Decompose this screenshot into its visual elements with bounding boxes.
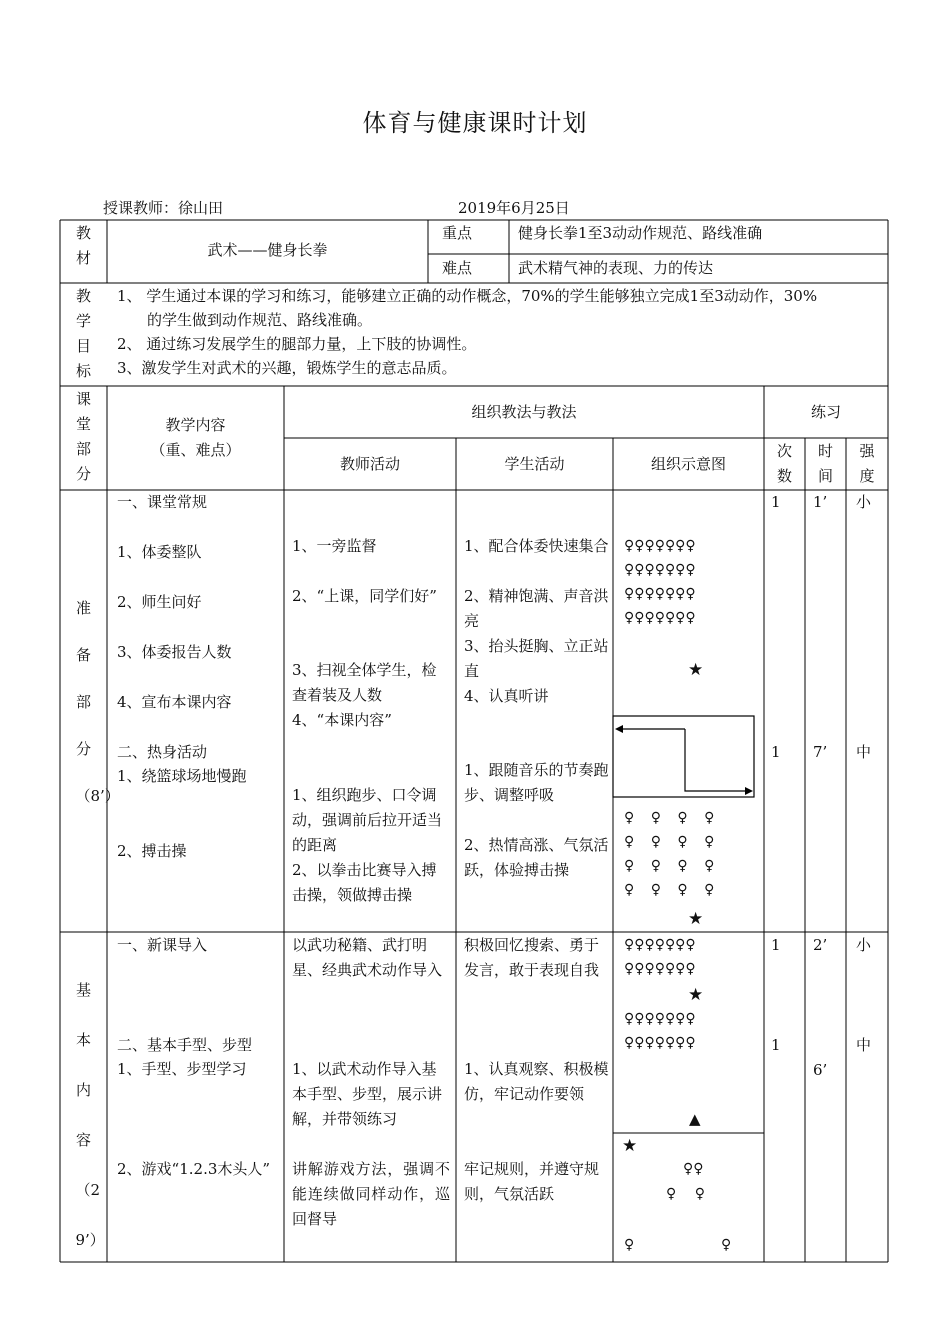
prep-content-7: 1、绕篮球场地慢跑: [117, 767, 247, 785]
basic-teacher-2: 1、以武术动作导入基本手型、步型，展示讲解，并带领练习: [292, 1060, 443, 1128]
student-activity-header: 学生活动: [504, 455, 565, 473]
practice-header: 练习: [810, 403, 841, 421]
basic-content-2: 二、基本手型、步型: [117, 1036, 253, 1054]
basic-student-1: 积极回忆搜索、勇于发言，敢于表现自我: [464, 936, 600, 979]
basic-content-3: 1、手型、步型学习: [117, 1060, 247, 1078]
basic-student-3: 牢记规则，并遵守规则，气氛活跃: [464, 1160, 600, 1203]
prep-times-2: 1: [771, 743, 781, 761]
times-header: 次数: [776, 442, 792, 485]
prep-student-1: 1、配合体委快速集合: [464, 537, 609, 555]
key-point-label: 重点: [442, 224, 473, 242]
basic-times-1: 1: [771, 936, 781, 954]
content-header: 教学内容: [165, 416, 226, 434]
prep-content-1: 一、课堂常规: [117, 493, 208, 511]
teacher-activity-header: 教师活动: [339, 455, 400, 473]
teacher-star-icon: ★: [688, 909, 704, 929]
prep-student-3: 3、抬头挺胸、立正站直: [464, 637, 609, 680]
goal-item-1: 1、 学生通过本课的学习和练习，能够建立正确的动作概念，70%的学生能够独立完成1至3动动作，30%: [117, 287, 818, 305]
section-header: 课堂部分: [75, 390, 91, 483]
prep-student-5: 1、跟随音乐的节奏跑步、调整呼吸: [464, 761, 609, 804]
basic-intensity-1: 小: [856, 936, 872, 954]
teacher-star-icon: ★: [688, 985, 704, 1005]
prep-teacher-2: 2、“上课，同学们好”: [292, 587, 437, 605]
student-row: ♀ ♀ ♀ ♀: [624, 834, 715, 850]
student-right: ♀: [721, 1237, 732, 1253]
goal-item-3: 3、激发学生对武术的兴趣，锻炼学生的意志品质。: [117, 359, 457, 377]
student-left: ♀: [624, 1237, 635, 1253]
prep-content-8: 2、搏击操: [117, 842, 187, 860]
materials-content: 武术——健身长拳: [207, 241, 328, 259]
student-row: ♀♀♀♀♀♀♀: [624, 961, 696, 977]
student-row: ♀♀♀♀♀♀♀: [624, 1011, 696, 1027]
student-row: ♀ ♀ ♀ ♀: [624, 858, 715, 874]
prep-teacher-3: 3、扫视全体学生，检查着装及人数: [292, 661, 437, 704]
prep-teacher-4: 4、“本课内容”: [292, 711, 392, 729]
triangle-icon: ▲: [689, 1110, 701, 1128]
basic-teacher-1: 以武功秘籍、武打明星、经典武术动作导入: [292, 936, 443, 979]
content-header-sub: （重、难点）: [150, 441, 241, 459]
prep-duration-2: 7’: [813, 743, 828, 761]
org-header: 组织教法与教法: [471, 403, 577, 421]
goals-label: 教学目标: [75, 287, 91, 380]
basic-duration-2: 6’: [813, 1061, 828, 1079]
goal-item-1-cont: 的学生做到动作规范、路线准确。: [147, 311, 373, 329]
prep-duration-1: 1’: [813, 493, 828, 511]
student-row: ♀♀♀♀♀♀♀: [624, 538, 696, 554]
student-row: ♀♀♀♀♀♀♀: [624, 586, 696, 602]
difficulty-label: 难点: [442, 259, 473, 277]
prep-student-2: 2、精神饱满、声音洪亮: [464, 587, 609, 630]
running-route-diagram: [613, 716, 754, 797]
goal-item-2: 2、 通过练习发展学生的腿部力量，上下肢的协调性。: [117, 335, 477, 353]
student-row: ♀ ♀ ♀ ♀: [624, 882, 715, 898]
prep-teacher-5: 1、组织跑步、口令调动，强调前后拉开适当的距离: [292, 786, 443, 854]
prep-student-6: 2、热情高涨、气氛活跃，体验搏击操: [464, 836, 609, 879]
prep-intensity-2: 中: [856, 743, 872, 761]
basic-student-2: 1、认真观察、积极模仿，牢记动作要领: [464, 1060, 609, 1103]
intensity-header: 强度: [859, 442, 875, 485]
prep-content-4: 3、体委报告人数: [117, 643, 232, 661]
student-row: ♀ ♀ ♀ ♀: [624, 810, 715, 826]
student-row: ♀♀♀♀♀♀♀: [624, 937, 696, 953]
prep-student-4: 4、认真听讲: [464, 687, 549, 705]
basic-duration-1: 2’: [813, 936, 828, 954]
prep-section-label: 准备部分（8’）: [75, 599, 120, 805]
basic-times-2: 1: [771, 1036, 781, 1054]
prep-content-2: 1、体委整队: [117, 543, 202, 561]
page-title: 体育与健康课时计划: [362, 109, 588, 137]
key-point-value: 健身长拳1至3动动作规范、路线准确: [518, 224, 763, 242]
basic-section-label: 基本内容（29’）: [75, 981, 105, 1249]
student-group: ♀ ♀: [666, 1186, 705, 1202]
prep-teacher-1: 1、一旁监督: [292, 537, 377, 555]
basic-intensity-2: 中: [856, 1036, 872, 1054]
lesson-date: 2019年6月25日: [458, 199, 570, 217]
prep-intensity-1: 小: [856, 493, 872, 511]
basic-content-1: 一、新课导入: [117, 936, 208, 954]
student-group: ♀♀: [683, 1161, 704, 1177]
basic-content-4: 2、游戏“1.2.3木头人”: [117, 1160, 271, 1178]
materials-label: 教材: [75, 224, 91, 267]
prep-teacher-6: 2、以拳击比赛导入搏击操，领做搏击操: [292, 861, 437, 904]
teacher-star-icon: ★: [688, 660, 704, 680]
diagram-header: 组织示意图: [650, 455, 726, 473]
basic-teacher-3: 讲解游戏方法，强调不能连续做同样动作，巡回督导: [292, 1160, 450, 1228]
prep-content-5: 4、宣布本课内容: [117, 693, 232, 711]
student-row: ♀♀♀♀♀♀♀: [624, 610, 696, 626]
difficulty-value: 武术精气神的表现、力的传达: [518, 259, 714, 277]
duration-header: 时间: [817, 442, 833, 485]
teacher-star-icon: ★: [622, 1136, 638, 1156]
prep-content-3: 2、师生问好: [117, 593, 202, 611]
prep-times-1: 1: [771, 493, 781, 511]
teacher-info: 授课教师：徐山田: [103, 199, 224, 217]
student-row: ♀♀♀♀♀♀♀: [624, 562, 696, 578]
prep-content-6: 二、热身活动: [117, 743, 208, 761]
student-row: ♀♀♀♀♀♀♀: [624, 1035, 696, 1051]
